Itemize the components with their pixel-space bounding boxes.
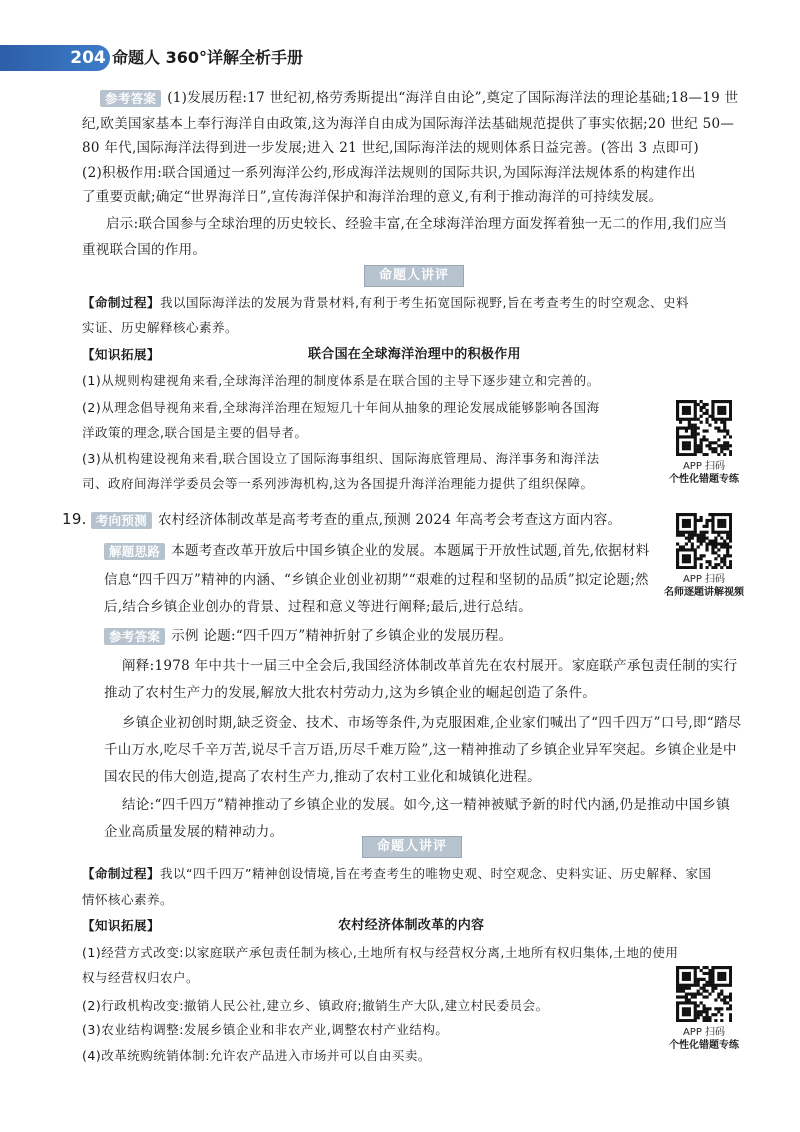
answer-line: 了重要贡献;确定“世界海洋日”,宣传海洋保护和海洋治理的意义,有利于推动海洋的可持续发展。 xyxy=(82,189,663,205)
knowledge-line: 洋政策的理念,联合国是主要的倡导者。 xyxy=(82,425,308,440)
knowledge-label: 【知识拓展】 xyxy=(82,918,161,933)
answer-line: 推动了农村生产力的发展,解放大批农村劳动力,这为乡镇企业的崛起创造了条件。 xyxy=(104,685,597,701)
knowledge-line: (1)经营方式改变:以家庭联产承包责任制为核心,土地所有权与经营权分离,土地所有权归集体,土地的使用 xyxy=(82,945,679,960)
answer-line: 80 年代,国际海洋法得到进一步发展;进入 21 世纪,国际海洋法的规则体系日益完善。(答出 3 点即可) xyxy=(82,140,699,156)
knowledge-line: (2)从理念倡导视角来看,全球海洋治理在短短几十年间从抽象的理论发展成能够影响各国海 xyxy=(82,400,600,415)
exam-forecast-tag: 考向预测 xyxy=(91,512,152,529)
ref-answer-tag: 参考答案 xyxy=(104,628,165,645)
knowledge-line: (2)行政机构改变:撤销人民公社,建立乡、镇政府;撤销生产大队,建立村民委员会。 xyxy=(82,998,549,1013)
solution-idea-tag: 解题思路 xyxy=(104,543,165,560)
question-line: 19. 考向预测 农村经济体制改革是高考考查的重点,预测 2024 年高考会考查这方面内容。 xyxy=(62,510,622,528)
answer-line: 启示:联合国参与全球治理的历史较长、经验丰富,在全球海洋治理方面发挥着独一无二的作用,我们应当 xyxy=(106,216,728,232)
process-line: 实证、历史解释核心素养。 xyxy=(82,320,239,335)
book-title: 命题人 360°详解全析手册 xyxy=(112,48,303,67)
solution-line: 后,结合乡镇企业创办的背景、过程和意义等进行阐释;最后,进行总结。 xyxy=(104,599,533,615)
answer-line: 纪,欧美国家基本上奉行海洋自由政策,这为海洋自由成为国际海洋法基础规范提供了事实依据;20 世纪 50— xyxy=(82,116,735,132)
qr-caption-video: APP 扫码 名师逐题讲解视频 xyxy=(664,574,744,598)
answer-line: 乡镇企业初创时期,缺乏资金、技术、市场等条件,为克服困难,企业家们喊出了“四千四万”口号,即“踏尽 xyxy=(122,715,742,731)
answer-line: 千山万水,吃尽千辛万苦,说尽千言万语,历尽千难万险”,这一精神推动了乡镇企业异军突起。乡镇企业是中 xyxy=(104,742,737,758)
answer-line: 阐释:1978 年中共十一届三中全会后,我国经济体制改革首先在农村展开。家庭联产承包责任制的实行 xyxy=(122,658,738,674)
answer-line: 参考答案 (1)发展历程:17 世纪初,格劳秀斯提出“海洋自由论”,奠定了国际海洋法的理论基础;18—19 世 xyxy=(100,88,738,108)
solution-line: 解题思路 本题考查改革开放后中国乡镇企业的发展。本题属于开放性试题,首先,依据材料 xyxy=(104,541,650,561)
answer-head: 参考答案 示例 论题:“四千四万”精神折射了乡镇企业的发展历程。 xyxy=(104,626,512,646)
knowledge-title: 联合国在全球海洋治理中的积极作用 xyxy=(308,347,521,362)
question-number: 19. xyxy=(62,510,87,528)
knowledge-line: (3)从机构建设视角来看,联合国设立了国际海事组织、国际海底管理局、海洋事务和海洋法 xyxy=(82,451,600,466)
knowledge-label: 【知识拓展】 xyxy=(82,347,161,362)
process-label: 【命制过程】 xyxy=(82,295,161,310)
process-line: 情怀核心素养。 xyxy=(82,892,174,907)
solution-line: 信息“四千四万”精神的内涵、“乡镇企业创业初期”“艰难的过程和坚韧的品质”拟定论题;然 xyxy=(104,572,649,588)
ref-answer-tag: 参考答案 xyxy=(100,90,161,107)
qr-code-icon[interactable] xyxy=(676,966,732,1022)
knowledge-line: (1)从规则构建视角来看,全球海洋治理的制度体系是在联合国的主导下逐步建立和完善的。 xyxy=(82,373,600,388)
process-line: 【命制过程】我以国际海洋法的发展为背景材料,有利于考生拓宽国际视野,旨在考查考生的时空观念、史料 xyxy=(82,295,689,310)
knowledge-line: 权与经营权归农户。 xyxy=(82,970,200,985)
knowledge-line: (4)改革统购统销体制:允许农产品进入市场并可以自由买卖。 xyxy=(82,1048,431,1063)
qr-caption: APP 扫码 个性化错题专练 xyxy=(669,461,739,485)
knowledge-line: (3)农业结构调整:发展乡镇企业和非农产业,调整农村产业结构。 xyxy=(82,1022,449,1037)
answer-line: 结论:“四千四万”精神推动了乡镇企业的发展。如今,这一精神被赋予新的时代内涵,仍是推动中国乡镇 xyxy=(122,797,731,813)
answer-line: 企业高质量发展的精神动力。 xyxy=(104,824,284,840)
answer-line: 国农民的伟大创造,提高了农村生产力,推动了农村工业化和城镇化进程。 xyxy=(104,769,541,785)
process-label: 【命制过程】 xyxy=(82,866,161,881)
knowledge-title: 农村经济体制改革的内容 xyxy=(338,918,485,933)
answer-line: 重视联合国的作用。 xyxy=(82,242,207,258)
commentary-banner: 命题人讲评 xyxy=(364,265,464,287)
commentary-banner: 命题人讲评 xyxy=(362,836,462,858)
process-line: 【命制过程】我以“四千四万”精神创设情境,旨在考查考生的唯物史观、时空观念、史料实证、历史解释、家国 xyxy=(82,866,712,881)
qr-code-icon[interactable] xyxy=(676,400,732,456)
qr-code-icon[interactable] xyxy=(676,513,732,569)
qr-caption: APP 扫码 个性化错题专练 xyxy=(669,1027,739,1051)
knowledge-line: 司、政府间海洋学委员会等一系列涉海机构,这为各国提升海洋治理能力提供了组织保障。 xyxy=(82,476,594,491)
page-number: 204 xyxy=(70,48,106,68)
answer-line: (2)积极作用:联合国通过一系列海洋公约,形成海洋法规则的国际共识,为国际海洋法规体系的构建作出 xyxy=(82,165,696,181)
